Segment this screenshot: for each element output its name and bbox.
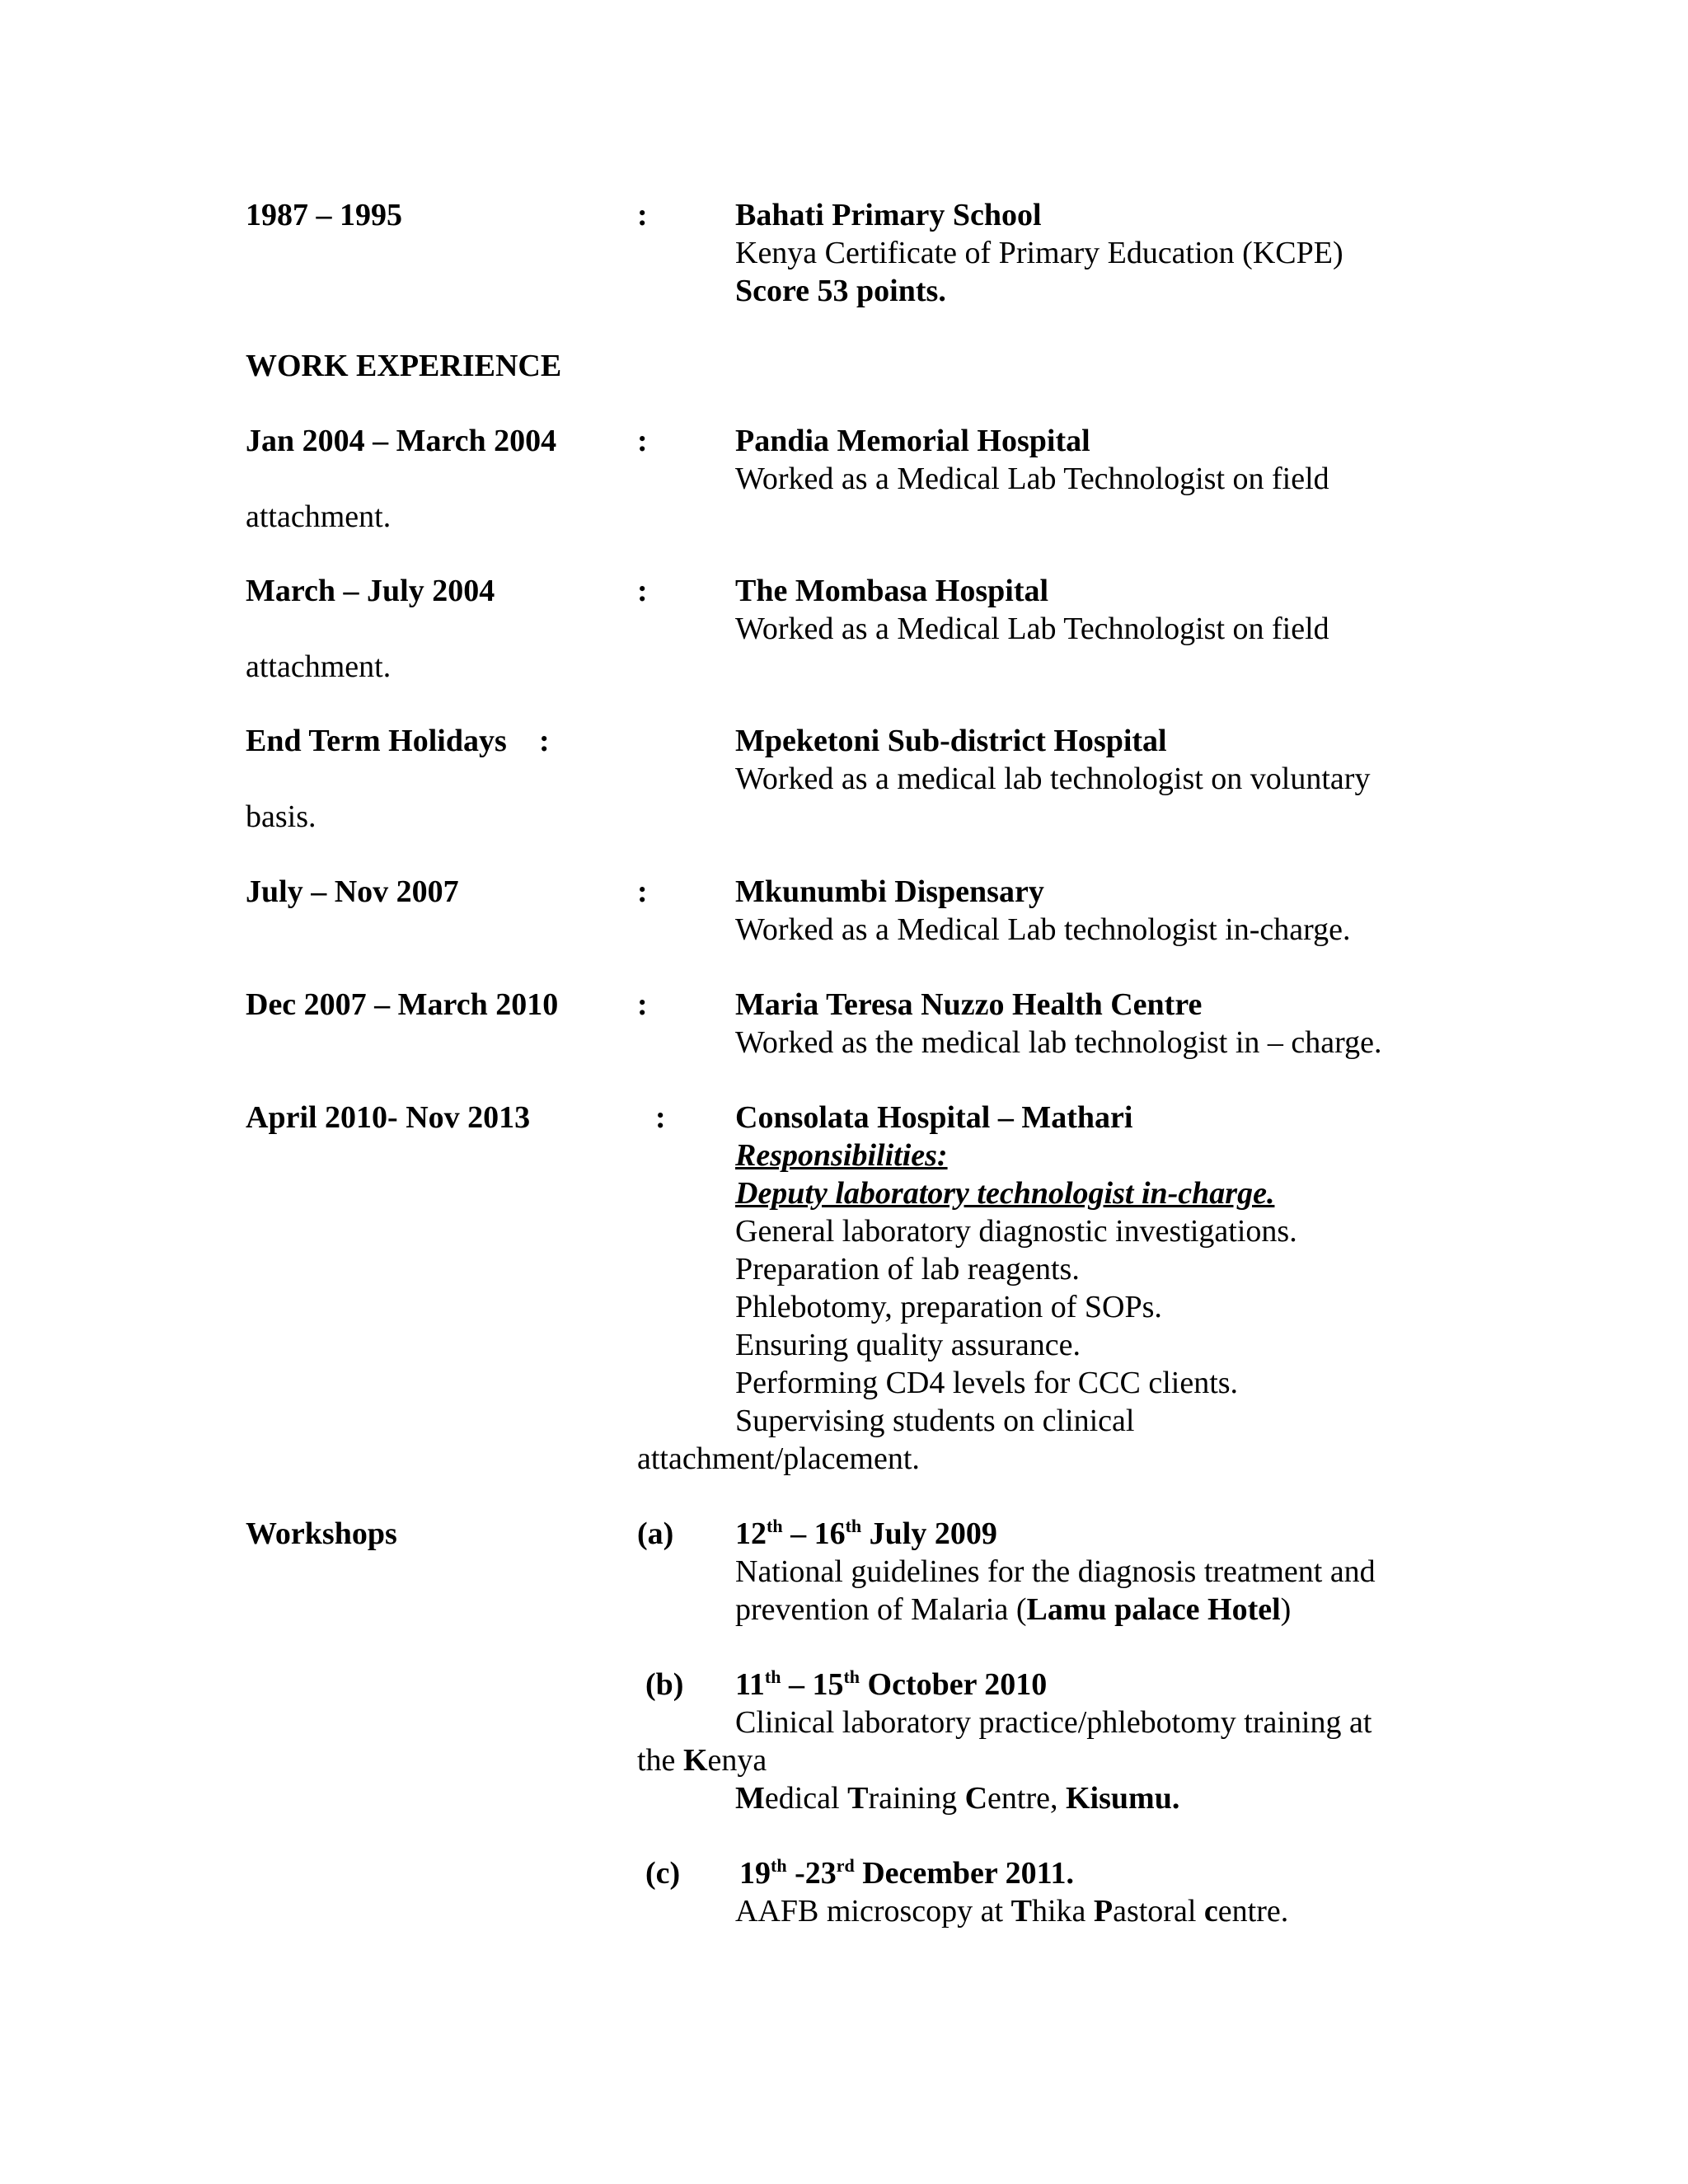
workshop-description: National guidelines for the diagnosis treatment and	[735, 1554, 1376, 1589]
workshop-description: Clinical laboratory practice/phlebotomy training at	[735, 1705, 1372, 1740]
work-entry-colon: :	[655, 1100, 666, 1135]
work-entry-period: July – Nov 2007	[246, 874, 459, 909]
section-heading-work-experience: WORK EXPERIENCE	[246, 349, 562, 383]
edu-primary-score: Score 53 points.	[735, 274, 946, 308]
work-entry-colon: :	[637, 574, 648, 608]
edu-primary-school: Bahati Primary School	[735, 198, 1042, 232]
workshop-marker: (b)	[645, 1667, 684, 1702]
work-entry-period: End Term Holidays	[246, 724, 507, 758]
workshop-date: 12th – 16th July 2009	[735, 1516, 997, 1551]
responsibility-duty: Supervising students on clinical	[735, 1404, 1135, 1438]
work-entry-period: April 2010- Nov 2013	[246, 1100, 531, 1135]
work-entry-employer: Consolata Hospital – Mathari	[735, 1100, 1133, 1135]
workshop-date: 19th -23rd December 2011.	[739, 1855, 1074, 1891]
work-entry-description: Worked as the medical lab technologist in – charge.	[735, 1025, 1382, 1060]
work-entry-description: Worked as a Medical Lab Technologist on field	[735, 612, 1329, 646]
workshop-description: AAFB microscopy at Thika Pastoral centre.	[735, 1894, 1289, 1929]
workshop-description: prevention of Malaria (Lamu palace Hotel)	[735, 1592, 1292, 1627]
work-entry-description: Worked as a Medical Lab Technologist on field	[735, 462, 1329, 496]
work-entry-colon: :	[637, 424, 648, 458]
work-entry-colon: :	[637, 987, 648, 1022]
workshops-label: Workshops	[246, 1516, 397, 1551]
edu-primary-certificate: Kenya Certificate of Primary Education (KCPE)	[735, 236, 1343, 270]
work-entry-employer: Pandia Memorial Hospital	[735, 424, 1090, 458]
workshop-description: the Kenya	[637, 1743, 767, 1778]
work-entry-description: Worked as a Medical Lab technologist in-charge.	[735, 912, 1351, 947]
workshop-marker: (c)	[645, 1856, 681, 1891]
work-entry-employer: Mkunumbi Dispensary	[735, 874, 1044, 909]
responsibility-role: Deputy laboratory technologist in-charge.	[735, 1176, 1275, 1211]
work-entry-continuation: attachment.	[246, 649, 392, 684]
workshop-description: Medical Training Centre, Kisumu.	[735, 1781, 1180, 1816]
responsibility-duty: Performing CD4 levels for CCC clients.	[735, 1366, 1239, 1400]
work-entry-period: March – July 2004	[246, 574, 495, 608]
work-entry-employer: Maria Teresa Nuzzo Health Centre	[735, 987, 1203, 1022]
workshop-date: 11th – 15th October 2010	[735, 1666, 1048, 1702]
work-entry-description: Worked as a medical lab technologist on voluntary	[735, 762, 1371, 796]
work-entry-colon: :	[539, 724, 550, 758]
work-entry-employer: The Mombasa Hospital	[735, 574, 1049, 608]
work-entry-period: Jan 2004 – March 2004	[246, 424, 557, 458]
responsibility-duty: General laboratory diagnostic investigations.	[735, 1214, 1297, 1249]
work-entry-continuation: attachment/placement.	[637, 1441, 920, 1476]
work-entry-continuation: basis.	[246, 799, 316, 834]
work-entry-continuation: attachment.	[246, 499, 392, 534]
work-entry-colon: :	[637, 874, 648, 909]
responsibility-duty: Preparation of lab reagents.	[735, 1252, 1080, 1286]
workshop-marker: (a)	[637, 1516, 674, 1551]
responsibility-duty: Ensuring quality assurance.	[735, 1328, 1081, 1362]
work-entry-employer: Mpeketoni Sub-district Hospital	[735, 724, 1167, 758]
responsibilities-label: Responsibilities:	[735, 1138, 948, 1173]
work-entry-period: Dec 2007 – March 2010	[246, 987, 559, 1022]
edu-primary-period: 1987 – 1995	[246, 198, 402, 232]
edu-primary-colon: :	[637, 198, 648, 232]
responsibility-duty: Phlebotomy, preparation of SOPs.	[735, 1290, 1162, 1324]
